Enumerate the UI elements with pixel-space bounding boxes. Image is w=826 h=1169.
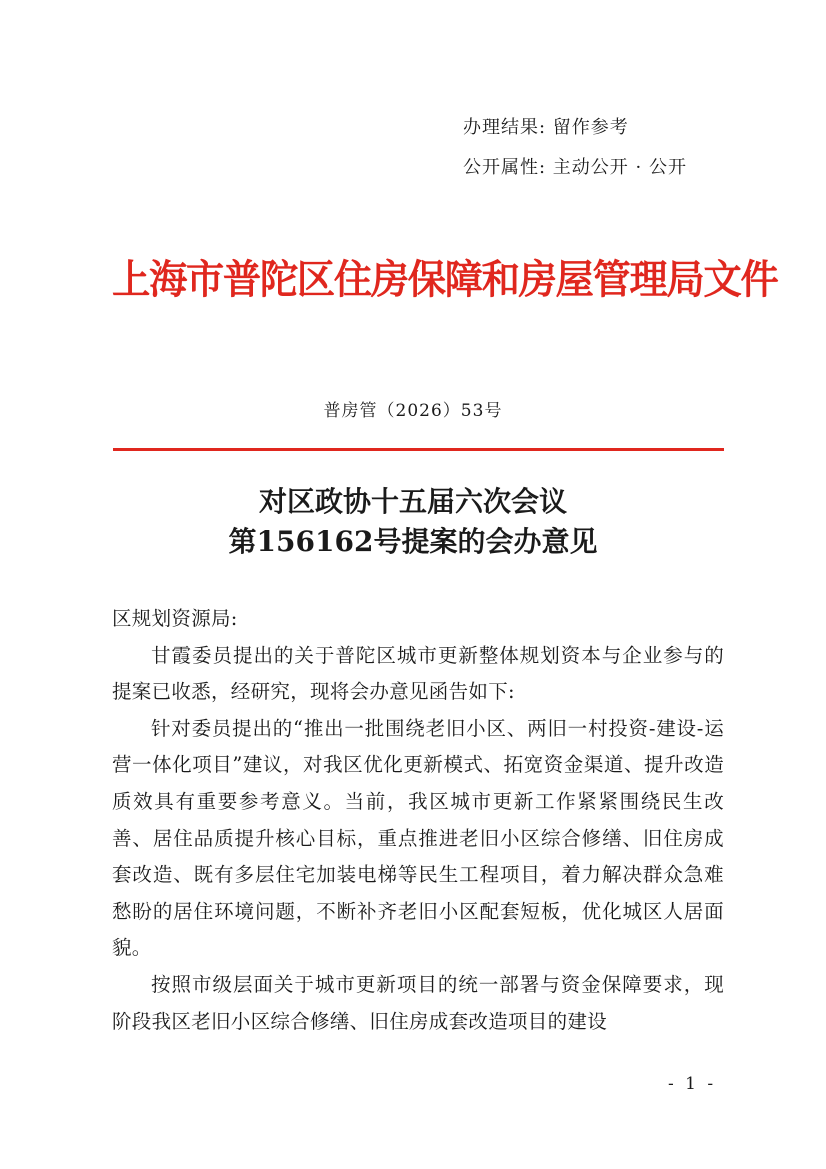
document-title-line-1: 对区政协十五届六次会议: [258, 485, 567, 518]
document-number: 普房管（2026）53号: [323, 401, 503, 421]
public-attribute: 公开属性: 主动公开 · 公开: [463, 157, 687, 178]
body-paragraph: 按照市级层面关于城市更新项目的统一部署与资金保障要求，现阶段我区老旧小区综合修缮、旧住房成套改造项目的建设: [112, 972, 724, 1033]
recipient: 区规划资源局:: [112, 607, 238, 630]
issuing-authority-header: 上海市普陀区住房保障和房屋管理局文件: [112, 256, 778, 303]
document-title-line-2: 第156162号提案的会办意见: [228, 525, 598, 558]
body-paragraph: 甘霞委员提出的关于普陀区城市更新整体规划资本与企业参与的提案已收悉，经研究，现将会办意见函告如下:: [112, 643, 724, 704]
body-paragraph: 针对委员提出的“推出一批围绕老旧小区、两旧一村投资-建设-运营一体化项目”建议，对我区优化更新模式、拓宽资金渠道、提升改造质效具有重要参考意义。当前，我区城市更新工作紧紧围绕民生改善、居住品质提升核心目标，重点推进老旧小区综合修缮、旧住房成套改造、既有多层住宅加装电梯等民生工程项目，着力解决群众急难愁盼的居住环境问题，不断补齐老旧小区配套短板，优化城区人居面貌。: [112, 716, 724, 960]
red-separator-line: [113, 448, 724, 451]
page-number: - 1 -: [668, 1074, 717, 1094]
handling-result: 办理结果: 留作参考: [463, 117, 629, 138]
document-title: [0, 482, 826, 562]
document-body: [112, 601, 724, 1040]
